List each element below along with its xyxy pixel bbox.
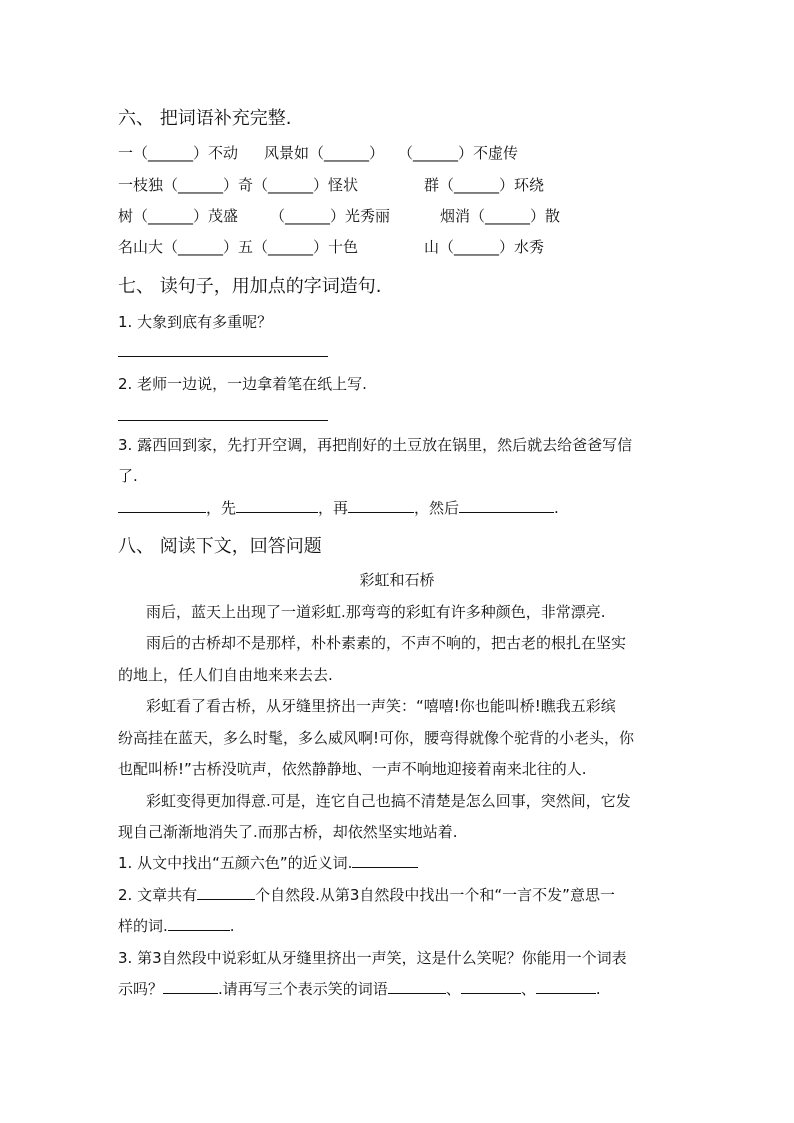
fill-word-1: 一（______）不动 (118, 144, 239, 162)
blank-3[interactable] (348, 498, 414, 513)
blank-laugh-3[interactable] (536, 979, 596, 994)
blank-synonym[interactable] (352, 853, 418, 868)
frame-word-finally: ，然后 (414, 499, 460, 517)
fill-word-6: 树（______）茂盛 (118, 207, 239, 225)
section8-question-2-end: . (229, 917, 235, 935)
blank-laugh-2[interactable] (461, 979, 521, 994)
section8-question-3-text-a: 示吗？ (118, 980, 164, 998)
frame-word-then: ，再 (318, 499, 349, 517)
fill-word-4: 一枝独（______）奇（______）怪状 (118, 176, 359, 194)
section7-question-3-line-2: 了. (118, 467, 138, 485)
passage-title: 彩虹和石桥 (359, 571, 435, 589)
fill-word-8: 烟消（______）散 (440, 207, 561, 225)
passage-paragraph-4-line-1: 彩虹变得更加得意.可是，连它自己也搞不清楚是怎么回事，突然间，它发 (146, 792, 631, 810)
section7-question-1: 1. 大象到底有多重呢？ (118, 313, 273, 331)
section7-question-2: 2. 老师一边说，一边拿着笔在纸上写. (118, 375, 367, 393)
section8-question-2-text-a: 2. 文章共有 (118, 886, 198, 904)
section8-question-2-line-2 (118, 916, 235, 936)
section8-title: 八、 阅读下文，回答问题 (118, 536, 322, 557)
fill-word-7: （______）光秀丽 (270, 207, 391, 225)
blank-4[interactable] (459, 498, 554, 513)
passage-paragraph-1: 雨后，蓝天上出现了一道彩虹.那弯弯的彩虹有许多种颜色，非常漂亮. (146, 603, 606, 621)
separator-1: 、 (445, 980, 461, 998)
passage-paragraph-3-line-3: 也配叫桥!”古桥没吭声，依然静静地、一声不响地迎接着南来北往的人. (118, 760, 587, 778)
passage-paragraph-3-line-2: 纷高挂在蓝天，多么时髦，多么威风啊!可你，腰弯得就像个驼背的小老头，你 (118, 729, 635, 747)
fill-word-5: 群（______）环绕 (424, 176, 545, 194)
answer-line-1[interactable] (118, 356, 328, 357)
blank-laugh-1[interactable] (388, 979, 446, 994)
section7-title: 七、 读句子，用加点的字词造句. (118, 276, 382, 297)
section8-question-2-text-b: 个自然段.从第3自然段中找出一个和“一言不发”意思一 (255, 886, 615, 904)
section7-question-3-line-1: 3. 露西回到家，先打开空调，再把削好的土豆放在锅里，然后就去给爸爸写信 (118, 436, 633, 454)
fill-word-2: 风景如（______） (264, 144, 385, 162)
fill-word-10: 山（______）水秀 (424, 238, 545, 256)
section8-question-3-end: . (595, 980, 601, 998)
passage-paragraph-4-line-2: 现自己渐渐地消失了.而那古桥，却依然坚实地站着. (118, 823, 458, 841)
blank-same-meaning-word[interactable] (168, 916, 230, 931)
sentence-frame (118, 498, 559, 518)
blank-2[interactable] (236, 498, 318, 513)
section8-question-3-text-b: .请再写三个表示笑的词语 (218, 980, 388, 998)
section8-question-2-line-1 (118, 885, 615, 905)
blank-paragraph-count[interactable] (197, 885, 255, 900)
passage-paragraph-2-line-2: 的地上，任人们自由地来来去去. (118, 666, 333, 684)
answer-line-2[interactable] (118, 420, 328, 421)
passage-paragraph-3-line-1: 彩虹看了看古桥，从牙缝里挤出一声笑：“嘻嘻!你也能叫桥!瞧我五彩缤 (146, 697, 616, 715)
section8-question-3-line-2 (118, 979, 601, 999)
section8-question-2-text-c: 样的词. (118, 917, 168, 935)
section6-title: 六、 把词语补充完整. (118, 108, 292, 129)
separator-2: 、 (520, 980, 536, 998)
frame-end: . (554, 499, 559, 517)
frame-word-first: ，先 (206, 499, 237, 517)
section8-question-1-text: 1. 从文中找出“五颜六色”的近义词. (118, 854, 353, 872)
blank-laugh-word[interactable] (163, 979, 218, 994)
blank-1[interactable] (118, 498, 206, 513)
section8-question-3-line-1: 3. 第3自然段中说彩虹从牙缝里挤出一声笑，这是什么笑呢？你能用一个词表 (118, 949, 627, 967)
fill-word-3: （______）不虚传 (398, 144, 519, 162)
passage-paragraph-2-line-1: 雨后的古桥却不是那样，朴朴素素的，不声不响的，把古老的根扎在坚实 (146, 634, 627, 652)
fill-word-9: 名山大（______）五（______）十色 (118, 238, 359, 256)
section8-question-1 (118, 853, 418, 873)
